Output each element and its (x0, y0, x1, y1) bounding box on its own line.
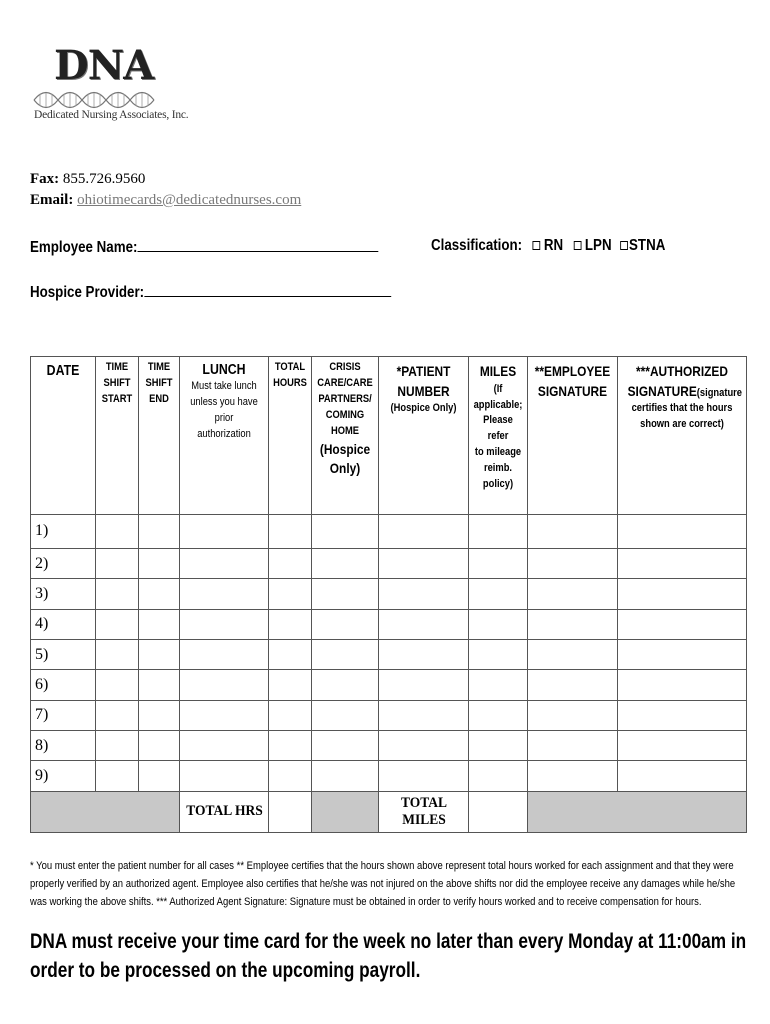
entry-cell[interactable] (469, 609, 528, 639)
entry-cell[interactable] (269, 670, 312, 700)
hospice-provider-label: Hospice Provider: (30, 284, 145, 301)
lunch-header: LUNCH Must take lunch unless you have prior authorization (180, 357, 269, 515)
entry-cell[interactable] (379, 549, 469, 579)
entry-cell[interactable] (180, 639, 269, 669)
table-row (31, 549, 747, 579)
entry-cell[interactable] (312, 700, 379, 730)
employee-signature-header: **EMPLOYEE SIGNATURE (528, 357, 618, 515)
row-number: 5) (31, 639, 96, 669)
entry-cell[interactable] (379, 700, 469, 730)
classification-field (431, 237, 665, 255)
entry-cell[interactable] (618, 514, 747, 548)
table-row (31, 670, 747, 700)
entry-cell[interactable] (269, 639, 312, 669)
entry-cell[interactable] (96, 609, 139, 639)
entry-cell[interactable] (180, 700, 269, 730)
entry-cell[interactable] (139, 514, 180, 548)
time-end-header: TIME SHIFT END (139, 357, 180, 515)
row-number: 6) (31, 670, 96, 700)
entry-cell[interactable] (96, 514, 139, 548)
entry-cell[interactable] (312, 514, 379, 548)
entry-cell[interactable] (96, 549, 139, 579)
entry-cell[interactable] (469, 670, 528, 700)
table-row (31, 639, 747, 669)
entry-cell[interactable] (269, 579, 312, 609)
totals-gray-cell (31, 791, 180, 832)
table-row (31, 609, 747, 639)
row-number: 1) (31, 514, 96, 548)
entry-cell[interactable] (269, 730, 312, 760)
entry-cell[interactable] (469, 639, 528, 669)
dna-helix-icon (32, 90, 160, 110)
entry-cell[interactable] (269, 700, 312, 730)
entry-cell[interactable] (379, 670, 469, 700)
hospice-provider-field[interactable] (30, 282, 391, 302)
entry-cell[interactable] (379, 579, 469, 609)
row-number: 4) (31, 609, 96, 639)
employee-name-label: Employee Name: (30, 239, 138, 256)
miles-header: MILES (If applicable; Please refer to mileage reimb. policy) (469, 357, 528, 515)
fax-number: 855.726.9560 (62, 171, 146, 187)
entry-cell[interactable] (618, 609, 747, 639)
totals-row (31, 791, 747, 832)
entry-cell[interactable] (469, 761, 528, 791)
entry-cell[interactable] (139, 579, 180, 609)
total-hours-value[interactable] (269, 791, 312, 832)
entry-cell[interactable] (269, 514, 312, 548)
entry-cell[interactable] (379, 514, 469, 548)
entry-cell[interactable] (96, 730, 139, 760)
entry-cell[interactable] (139, 730, 180, 760)
entry-cell[interactable] (139, 670, 180, 700)
table-row (31, 700, 747, 730)
classification-label: Classification: (431, 237, 523, 254)
entry-rows (31, 514, 747, 791)
footnote: * You must enter the patient number for all cases ** Employee certifies that the hours shown above represent total hours worked for each assignment and that they were properly verified by an authorized agent. Employee also certifies that he/she was not injured on the above shifts nor did the employee receive any damages while he/she was working the above shifts. *** Authorized Agent Signature: Signature must be obtained in order to verify hours worked and to receive compensation for hours. (30, 860, 736, 908)
entry-cell[interactable] (139, 549, 180, 579)
entry-cell[interactable] (180, 670, 269, 700)
entry-cell[interactable] (379, 609, 469, 639)
entry-cell[interactable] (180, 730, 269, 760)
entry-cell[interactable] (312, 609, 379, 639)
entry-cell[interactable] (379, 730, 469, 760)
entry-cell[interactable] (618, 579, 747, 609)
entry-cell[interactable] (312, 761, 379, 791)
table-row (31, 579, 747, 609)
entry-cell[interactable] (269, 549, 312, 579)
entry-cell[interactable] (528, 639, 618, 669)
lpn-label: LPN (584, 237, 612, 254)
patient-number-header: *PATIENT NUMBER (Hospice Only) (379, 357, 469, 515)
entry-cell[interactable] (180, 609, 269, 639)
entry-cell[interactable] (312, 579, 379, 609)
row-number: 7) (31, 700, 96, 730)
timesheet-table (30, 356, 747, 833)
entry-cell[interactable] (269, 609, 312, 639)
entry-cell[interactable] (180, 514, 269, 548)
time-start-header: TIME SHIFT START (96, 357, 139, 515)
entry-cell[interactable] (96, 639, 139, 669)
table-row (31, 514, 747, 548)
rn-checkbox[interactable] (533, 241, 541, 250)
fax-label: Fax: (30, 171, 60, 187)
entry-cell[interactable] (528, 761, 618, 791)
entry-cell[interactable] (528, 730, 618, 760)
entry-cell[interactable] (618, 700, 747, 730)
entry-cell[interactable] (180, 549, 269, 579)
stna-label: STNA (629, 237, 666, 254)
crisis-care-header: CRISIS CARE/CARE PARTNERS/ COMING HOME (Hospice Only) (312, 357, 379, 515)
entry-cell[interactable] (96, 670, 139, 700)
entry-cell[interactable] (618, 761, 747, 791)
entry-cell[interactable] (269, 761, 312, 791)
date-header: DATE (31, 357, 96, 515)
row-number: 8) (31, 730, 96, 760)
entry-cell[interactable] (312, 549, 379, 579)
entry-cell[interactable] (379, 761, 469, 791)
total-hrs-label: TOTAL HRS (184, 791, 264, 832)
entry-cell[interactable] (469, 579, 528, 609)
deadline-notice: DNA must receive your time card for the week no later than every Monday at 11:00am in order to be processed on the upcoming payroll. (30, 930, 747, 982)
entry-cell[interactable] (139, 639, 180, 669)
table-row (31, 730, 747, 760)
entry-cell[interactable] (96, 761, 139, 791)
header-row (31, 357, 747, 515)
employee-name-line[interactable] (137, 237, 378, 252)
entry-cell[interactable] (469, 514, 528, 548)
entry-cell[interactable] (139, 700, 180, 730)
fax-line (30, 171, 145, 188)
table-row (31, 761, 747, 791)
entry-cell[interactable] (618, 730, 747, 760)
logo-text: DNA (54, 42, 154, 89)
total-hours-header: TOTAL HOURS (269, 357, 312, 515)
totals-gray-cell (312, 791, 379, 832)
entry-cell[interactable] (312, 730, 379, 760)
entry-cell[interactable] (469, 549, 528, 579)
email-label: Email: (30, 192, 74, 208)
entry-cell[interactable] (312, 639, 379, 669)
total-miles-label: TOTAL MILES (383, 791, 464, 832)
row-number: 3) (31, 579, 96, 609)
lpn-checkbox[interactable] (574, 241, 582, 250)
company-name: Dedicated Nursing Associates, Inc. (34, 109, 189, 121)
entry-cell[interactable] (528, 700, 618, 730)
entry-cell[interactable] (528, 579, 618, 609)
entry-cell[interactable] (528, 549, 618, 579)
auth-sig-small: (signature (696, 386, 743, 399)
entry-cell[interactable] (469, 700, 528, 730)
entry-cell[interactable] (139, 609, 180, 639)
employee-name-field[interactable] (30, 237, 378, 257)
authorized-signature-header: ***AUTHORIZED SIGNATURE(signature certifies that the hours shown are correct) (618, 357, 747, 515)
entry-cell[interactable] (618, 639, 747, 669)
entry-cell[interactable] (469, 730, 528, 760)
company-logo (32, 42, 189, 126)
rn-label: RN (543, 237, 564, 254)
entry-cell[interactable] (528, 670, 618, 700)
entry-cell[interactable] (618, 549, 747, 579)
entry-cell[interactable] (96, 579, 139, 609)
stna-checkbox[interactable] (620, 241, 628, 250)
entry-cell[interactable] (312, 670, 379, 700)
entry-cell[interactable] (139, 761, 180, 791)
row-number: 2) (31, 549, 96, 579)
total-miles-value[interactable] (469, 791, 528, 832)
entry-cell[interactable] (528, 514, 618, 548)
entry-cell[interactable] (528, 609, 618, 639)
auth-sig-title: SIGNATURE (627, 382, 697, 399)
row-number: 9) (31, 761, 96, 791)
entry-cell[interactable] (379, 639, 469, 669)
entry-cell[interactable] (180, 761, 269, 791)
entry-cell[interactable] (96, 700, 139, 730)
entry-cell[interactable] (180, 579, 269, 609)
hospice-provider-line[interactable] (144, 282, 391, 297)
email-link[interactable]: ohiotimecards@dedicatednurses.com (77, 192, 302, 208)
email-line (30, 192, 301, 209)
totals-gray-cell (528, 791, 747, 832)
entry-cell[interactable] (618, 670, 747, 700)
